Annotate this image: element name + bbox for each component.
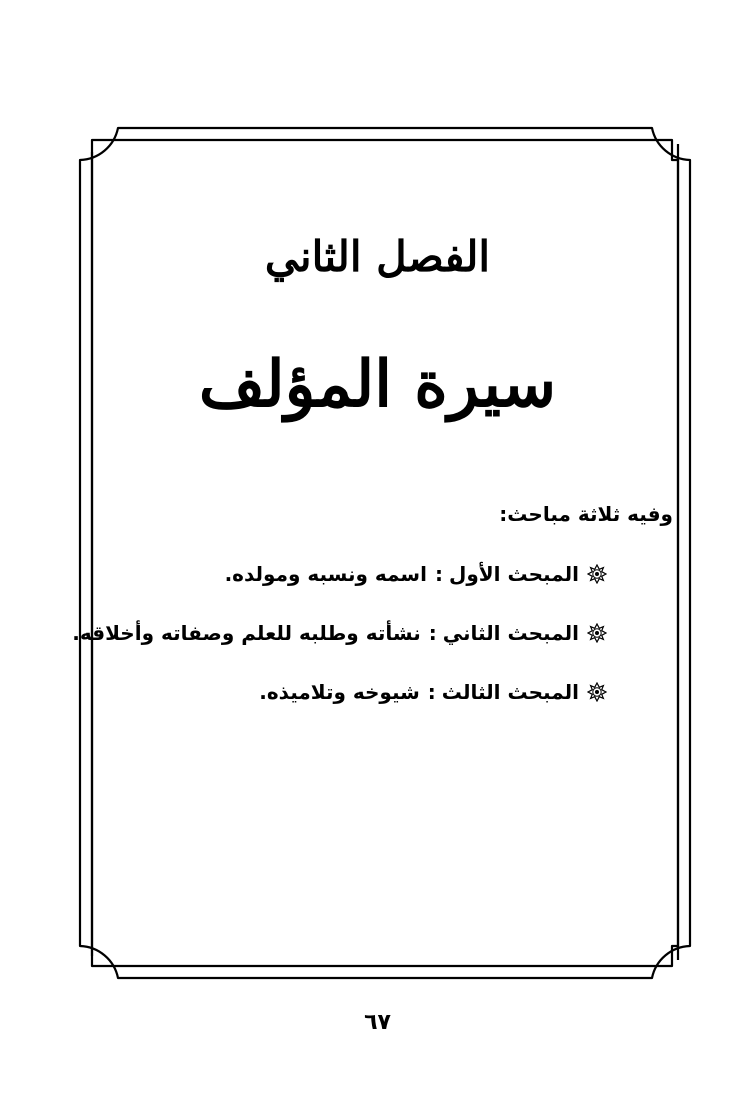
topic-description: نشأته وطلبه للعلم وصفاته وأخلاقه. [72, 621, 421, 645]
topic-description: اسمه ونسبه ومولده. [224, 562, 427, 586]
page-number: ٦٧ [364, 1010, 391, 1035]
topic-title: المبحث الثاني [442, 621, 579, 645]
octagram-bullet-icon [587, 682, 607, 702]
chapter-title: سيرة المؤلف [198, 347, 557, 422]
octagram-bullet-icon [587, 564, 607, 584]
list-item [72, 616, 607, 650]
list-item [72, 557, 607, 591]
topics-list [72, 557, 607, 734]
list-item [72, 675, 607, 709]
chapter-label: الفصل الثاني [264, 232, 491, 281]
intro-text: وفيه ثلاثة مباحث: [499, 502, 673, 526]
octagram-bullet-icon [587, 623, 607, 643]
topic-description: شيوخه وتلاميذه. [259, 680, 420, 704]
topic-separator: : [427, 680, 436, 704]
topic-title: المبحث الثالث [441, 680, 579, 704]
topic-title: المبحث الأول [448, 562, 579, 586]
topic-separator: : [434, 562, 443, 586]
topic-separator: : [428, 621, 437, 645]
